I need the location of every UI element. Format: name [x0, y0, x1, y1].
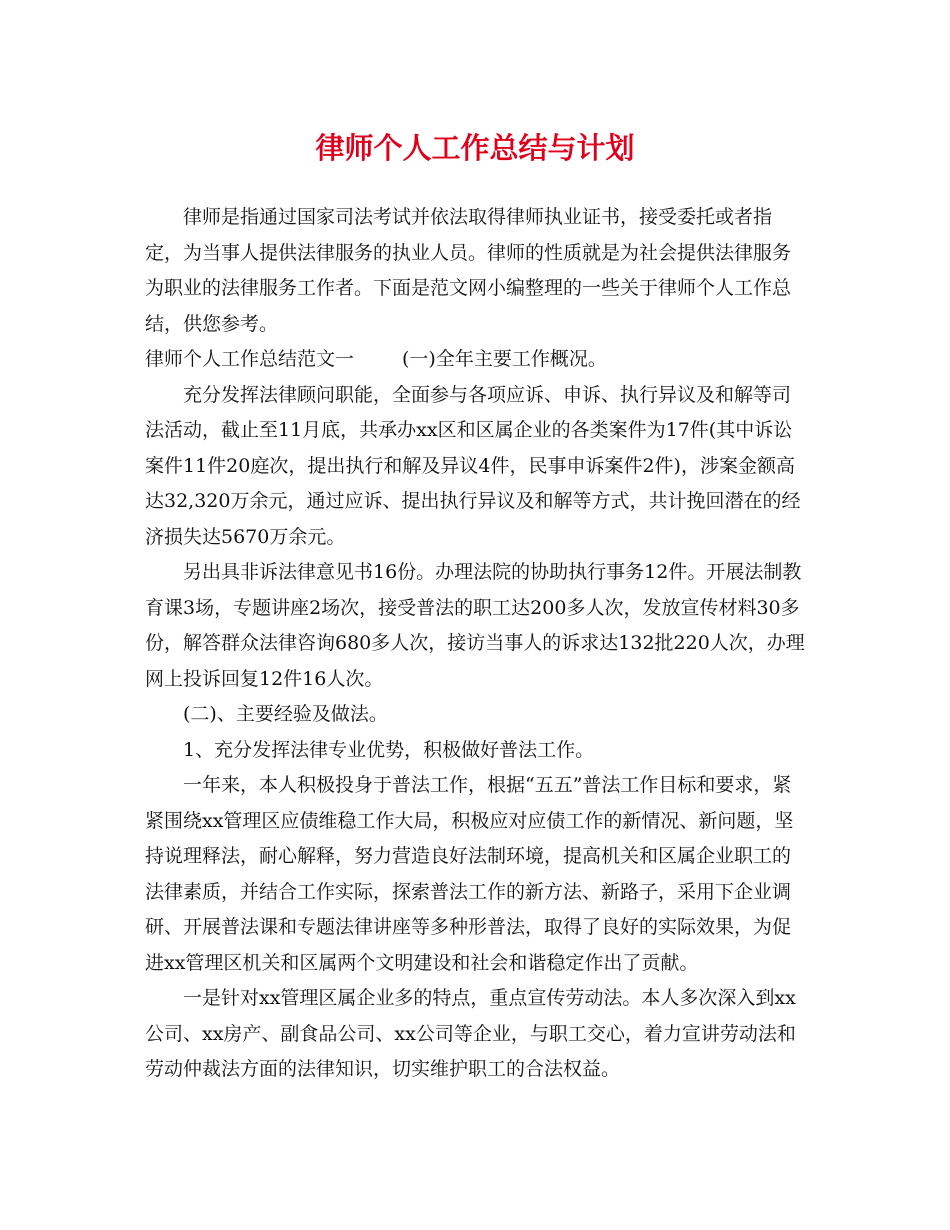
- paragraph-legal-education: 一年来，本人积极投身于普法工作，根据“五五”普法工作目标和要求，紧紧围绕xx管理区应债维稳工作大局，积极应对应债工作的新情况、新问题，坚持说理释法，耐心解释，努力营造良好法制环境，提高机关和区属企业职工的法律素质，并结合工作实际，探索普法工作的新方法、新路子，采用下企业调研、开展普法课和专题法律讲座等多种形普法，取得了良好的实际效果，为促进xx管理区机关和区属两个文明建设和社会和谐稳定作出了贡献。: [145, 774, 794, 974]
- section-heading-left: 律师个人工作总结范文一: [145, 348, 355, 370]
- section-heading-right: (一)全年主要工作概况。: [402, 348, 607, 370]
- paragraph-experience-heading: (二)、主要经验及做法。: [183, 703, 388, 725]
- intro-paragraph: 律师是指通过国家司法考试并依法取得律师执业证书，接受委托或者指定，为当事人提供法律服务的执业人员。律师的性质就是为社会提供法律服务为职业的法律服务工作者。下面是范文网小编整理的一些关于律师个人工作总结，供您参考。: [145, 206, 792, 335]
- paragraph-point-one: 1、充分发挥法律专业优势，积极做好普法工作。: [183, 738, 595, 761]
- document-body: [145, 200, 807, 1088]
- section-heading: [145, 342, 807, 378]
- paragraph-work-overview: 充分发挥法律顾问职能，全面参与各项应诉、申诉、执行异议及和解等司法活动，截止至11月底，共承办xx区和区属企业的各类案件为17件(其中诉讼案件11件20庭次，提出执行和解及异议4件，民事申诉案件2件)，涉案金额高达32,320万余元，通过应诉、提出执行异议及和解等方式，共计挽回潜在的经济损失达5670万余元。: [145, 383, 801, 548]
- paragraph-labor-law: 一是针对xx管理区属企业多的特点，重点宣传劳动法。本人多次深入到xx公司、xx房产、副食品公司、xx公司等企业，与职工交心，着力宣讲劳动法和劳动仲裁法方面的法律知识，切实维护职工的合法权益。: [145, 987, 796, 1080]
- paragraph-other-work: 另出具非诉法律意见书16份。办理法院的协助执行事务12件。开展法制教育课3场，专题讲座2场次，接受普法的职工达200多人次，发放宣传材料30多份，解答群众法律咨询680多人次，接访当事人的诉求达132批220人次，办理网上投诉回复12件16人次。: [145, 561, 805, 690]
- document-title: 律师个人工作总结与计划: [315, 131, 635, 165]
